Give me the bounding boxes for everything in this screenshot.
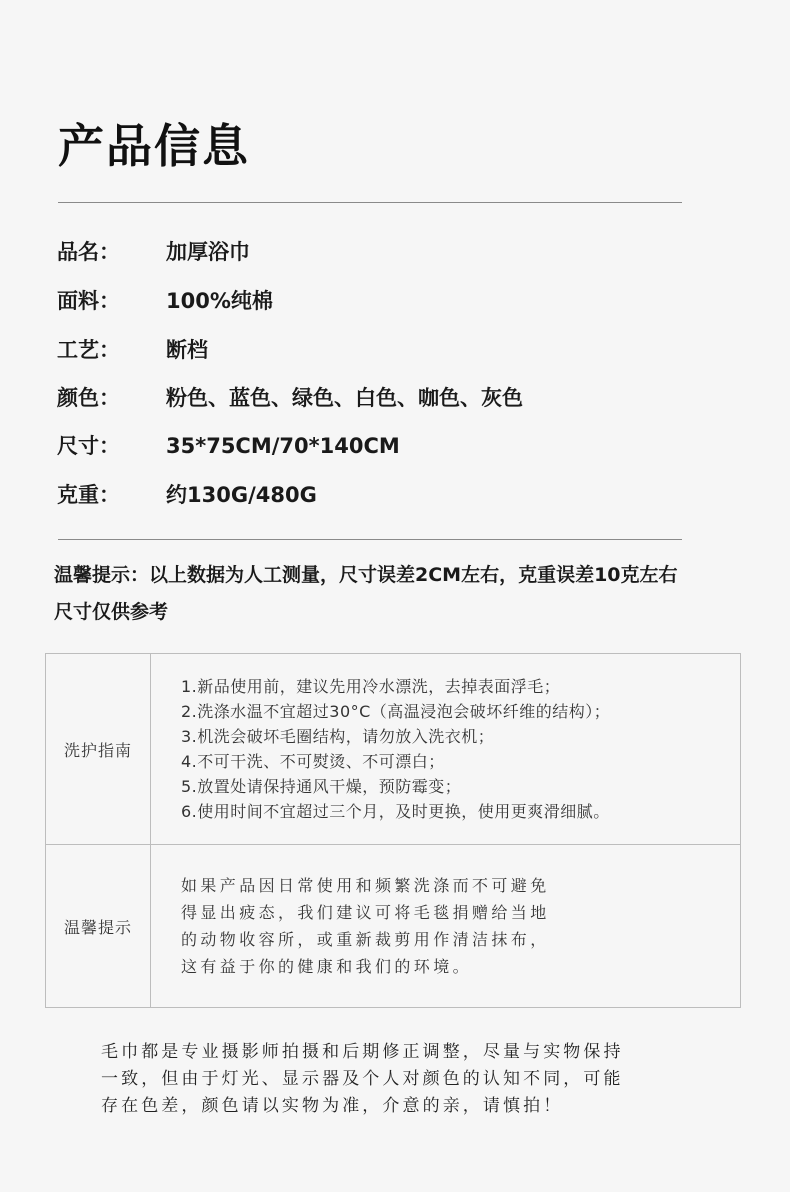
disclaimer-line: 毛巾都是专业摄影师拍摄和后期修正调整，尽量与实物保持 bbox=[101, 1042, 624, 1062]
care-guide-content bbox=[151, 654, 741, 845]
tip-line: 的动物收容所，或重新裁剪用作清洁抹布， bbox=[181, 930, 550, 949]
tip-line: 如果产品因日常使用和频繁洗涤而不可避免 bbox=[181, 876, 550, 895]
tip-row bbox=[46, 845, 741, 1008]
tip-line: 得显出疲态，我们建议可将毛毯捐赠给当地 bbox=[181, 903, 550, 922]
spec-value: 约130G/480G bbox=[166, 483, 317, 507]
care-line: 3.机洗会破坏毛圈结构，请勿放入洗衣机； bbox=[181, 727, 495, 746]
measurement-notice bbox=[54, 557, 784, 631]
care-guide-label: 洗护指南 bbox=[46, 654, 151, 845]
tip-content bbox=[151, 845, 741, 1008]
spec-row-size bbox=[57, 431, 697, 461]
spec-label: 工艺： bbox=[57, 338, 120, 362]
spec-value: 35*75CM/70*140CM bbox=[166, 434, 400, 458]
spec-value: 粉色、蓝色、绿色、白色、咖色、灰色 bbox=[166, 386, 523, 410]
divider-top bbox=[58, 202, 682, 203]
spec-label: 尺寸： bbox=[57, 434, 120, 458]
disclaimer-line: 一致，但由于灯光、显示器及个人对颜色的认知不同，可能 bbox=[101, 1069, 624, 1089]
divider-bottom bbox=[58, 539, 682, 540]
spec-row-color bbox=[57, 383, 697, 413]
spec-row-name bbox=[57, 237, 697, 267]
spec-value: 断档 bbox=[166, 338, 208, 362]
spec-value: 100%纯棉 bbox=[166, 289, 273, 313]
spec-label: 品名： bbox=[57, 240, 120, 264]
care-line: 2.洗涤水温不宜超过30°C（高温浸泡会破坏纤维的结构）； bbox=[181, 702, 611, 721]
care-table bbox=[45, 653, 741, 1008]
tip-label: 温馨提示 bbox=[46, 845, 151, 1008]
care-line: 4.不可干洗、不可熨烫、不可漂白； bbox=[181, 752, 445, 771]
page-title: 产品信息 bbox=[58, 119, 250, 173]
spec-value: 加厚浴巾 bbox=[166, 240, 250, 264]
spec-label: 颜色： bbox=[57, 386, 120, 410]
care-line: 6.使用时间不宜超过三个月，及时更换，使用更爽滑细腻。 bbox=[181, 802, 610, 821]
care-line: 1.新品使用前，建议先用冷水漂洗，去掉表面浮毛； bbox=[181, 677, 561, 696]
spec-row-material bbox=[57, 286, 697, 316]
tip-line: 这有益于你的健康和我们的环境。 bbox=[181, 957, 473, 976]
spec-label: 克重： bbox=[57, 483, 120, 507]
color-disclaimer bbox=[101, 1039, 701, 1120]
care-guide-row bbox=[46, 654, 741, 845]
notice-line: 温馨提示：以上数据为人工测量，尺寸误差2CM左右，克重误差10克左右 bbox=[54, 564, 678, 586]
care-line: 5.放置处请保持通风干燥，预防霉变； bbox=[181, 777, 462, 796]
spec-row-craft bbox=[57, 335, 697, 365]
spec-label: 面料： bbox=[57, 289, 120, 313]
spec-row-weight bbox=[57, 480, 697, 510]
disclaimer-line: 存在色差，颜色请以实物为准，介意的亲，请慎拍！ bbox=[101, 1096, 564, 1116]
notice-line: 尺寸仅供参考 bbox=[54, 601, 169, 623]
